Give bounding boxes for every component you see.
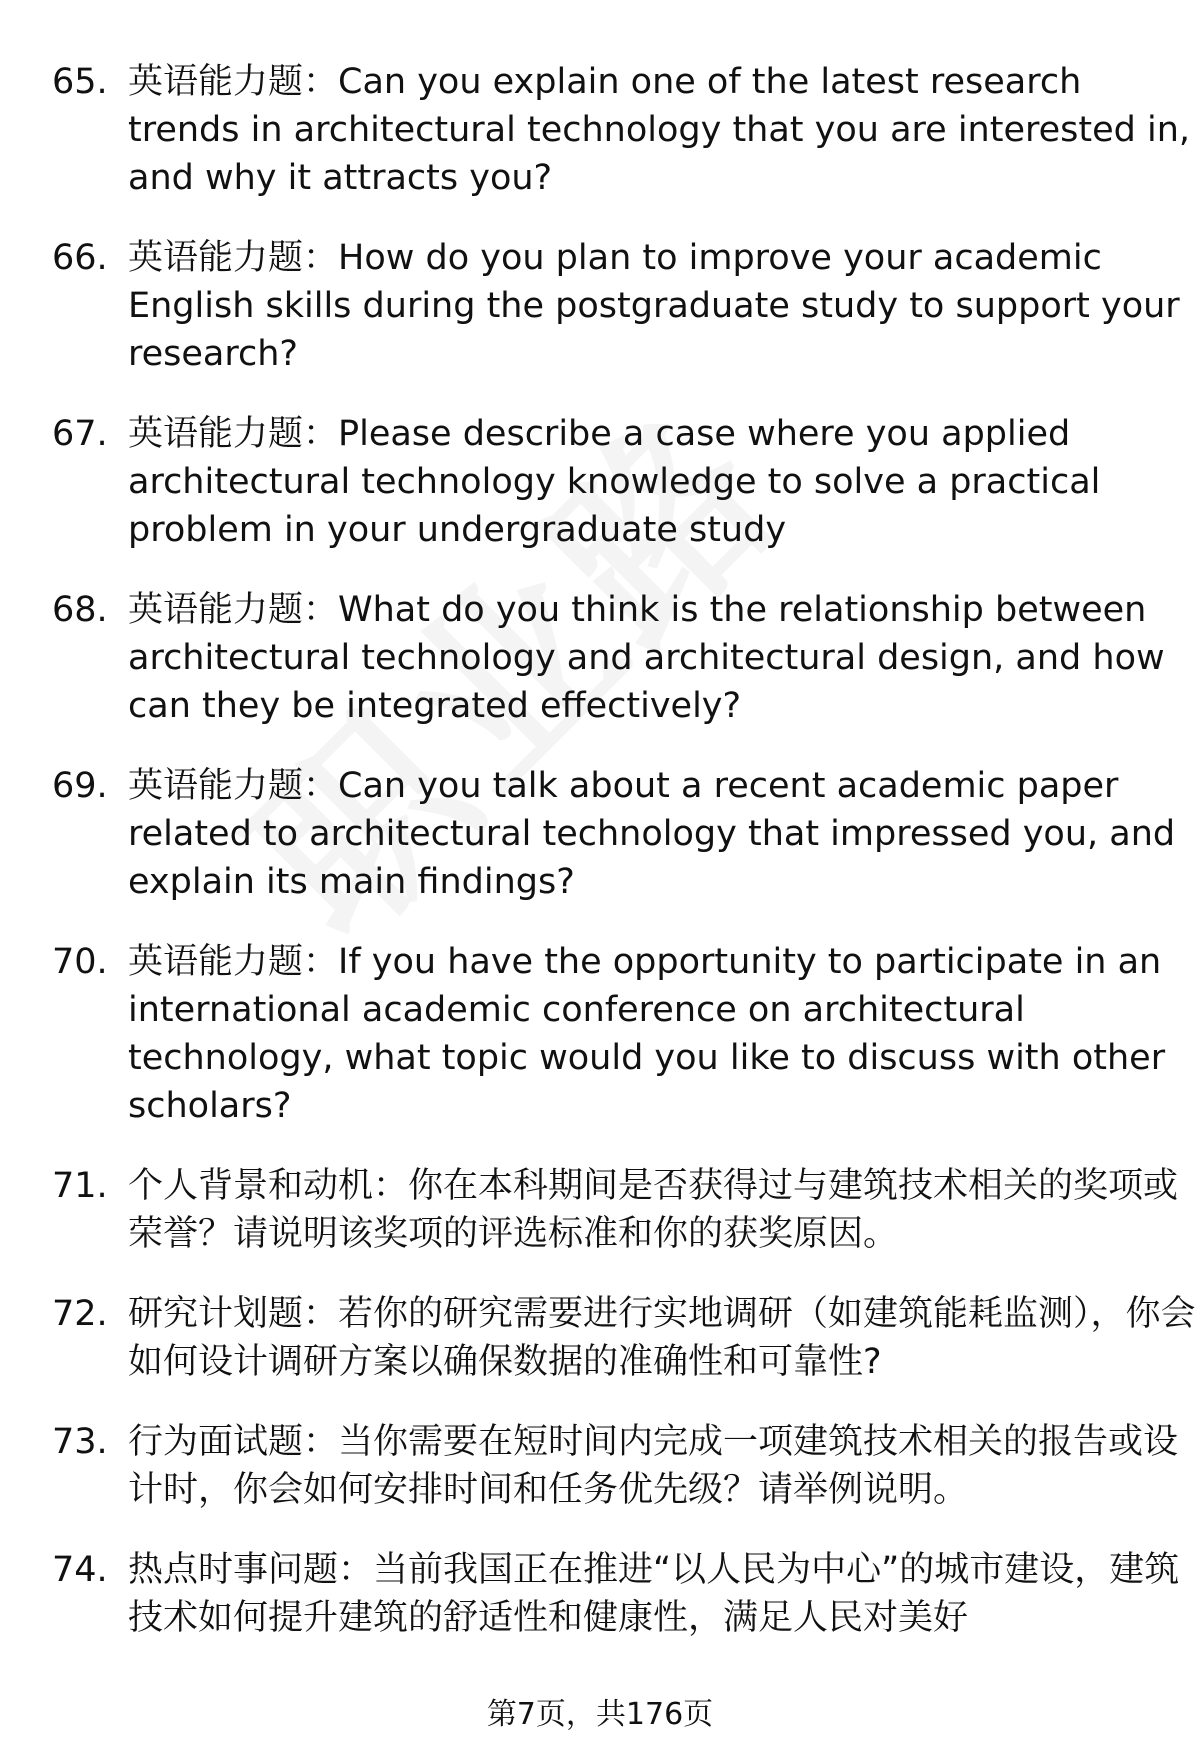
question-item [52,234,1200,378]
question-item [52,586,1200,730]
question-item [52,410,1200,554]
question-text: 行为面试题：当你需要在短时间内完成一项建筑技术相关的报告或设计时，你会如何安排时间和任务优先级？请举例说明。 [128,1422,1179,1510]
question-number: 71. [52,1166,108,1206]
question-text: 英语能力题：Can you explain one of the latest research trends in architectural technology that you are interested in, and why it attracts you? [128,62,1190,198]
question-number: 72. [52,1294,108,1334]
question-item [52,1290,1200,1386]
question-item [52,58,1200,202]
page-number-footer: 第7页，共176页 [486,1697,714,1732]
question-item [52,938,1200,1130]
question-text: 英语能力题：Please describe a case where you applied architectural technology knowledge to solve a practical problem in your undergraduate study [128,414,1101,550]
question-text: 热点时事问题：当前我国正在推进“以人民为中心”的城市建设，建筑技术如何提升建筑的舒适性和健康性，满足人民对美好 [128,1550,1180,1638]
question-number: 70. [52,942,108,982]
question-text: 研究计划题：若你的研究需要进行实地调研（如建筑能耗监测），你会如何设计调研方案以确保数据的准确性和可靠性? [128,1294,1196,1382]
question-number: 66. [52,238,108,278]
question-item [52,1418,1200,1514]
question-number: 65. [52,62,108,102]
question-text: 个人背景和动机：你在本科期间是否获得过与建筑技术相关的奖项或荣誉？请说明该奖项的评选标准和你的获奖原因。 [128,1166,1179,1254]
question-item [52,762,1200,906]
question-text: 英语能力题：How do you plan to improve your academic English skills during the postgraduate study to support your research? [128,238,1180,374]
question-number: 67. [52,414,108,454]
question-number: 68. [52,590,108,630]
question-text: 英语能力题：If you have the opportunity to participate in an international academic conference on architectural technology, what topic would you like to discuss with other scholars? [128,942,1166,1126]
question-text: 英语能力题：Can you talk about a recent academic paper related to architectural technology that impressed you, and explain its main findings? [128,766,1176,902]
question-item [52,1546,1200,1642]
question-list [52,58,1196,1674]
question-number: 73. [52,1422,108,1462]
question-item [52,1162,1200,1258]
question-number: 74. [52,1550,108,1590]
question-number: 69. [52,766,108,806]
question-text: 英语能力题：What do you think is the relationship between architectural technology and architectural design, and how can they be integrated effectively? [128,590,1165,726]
